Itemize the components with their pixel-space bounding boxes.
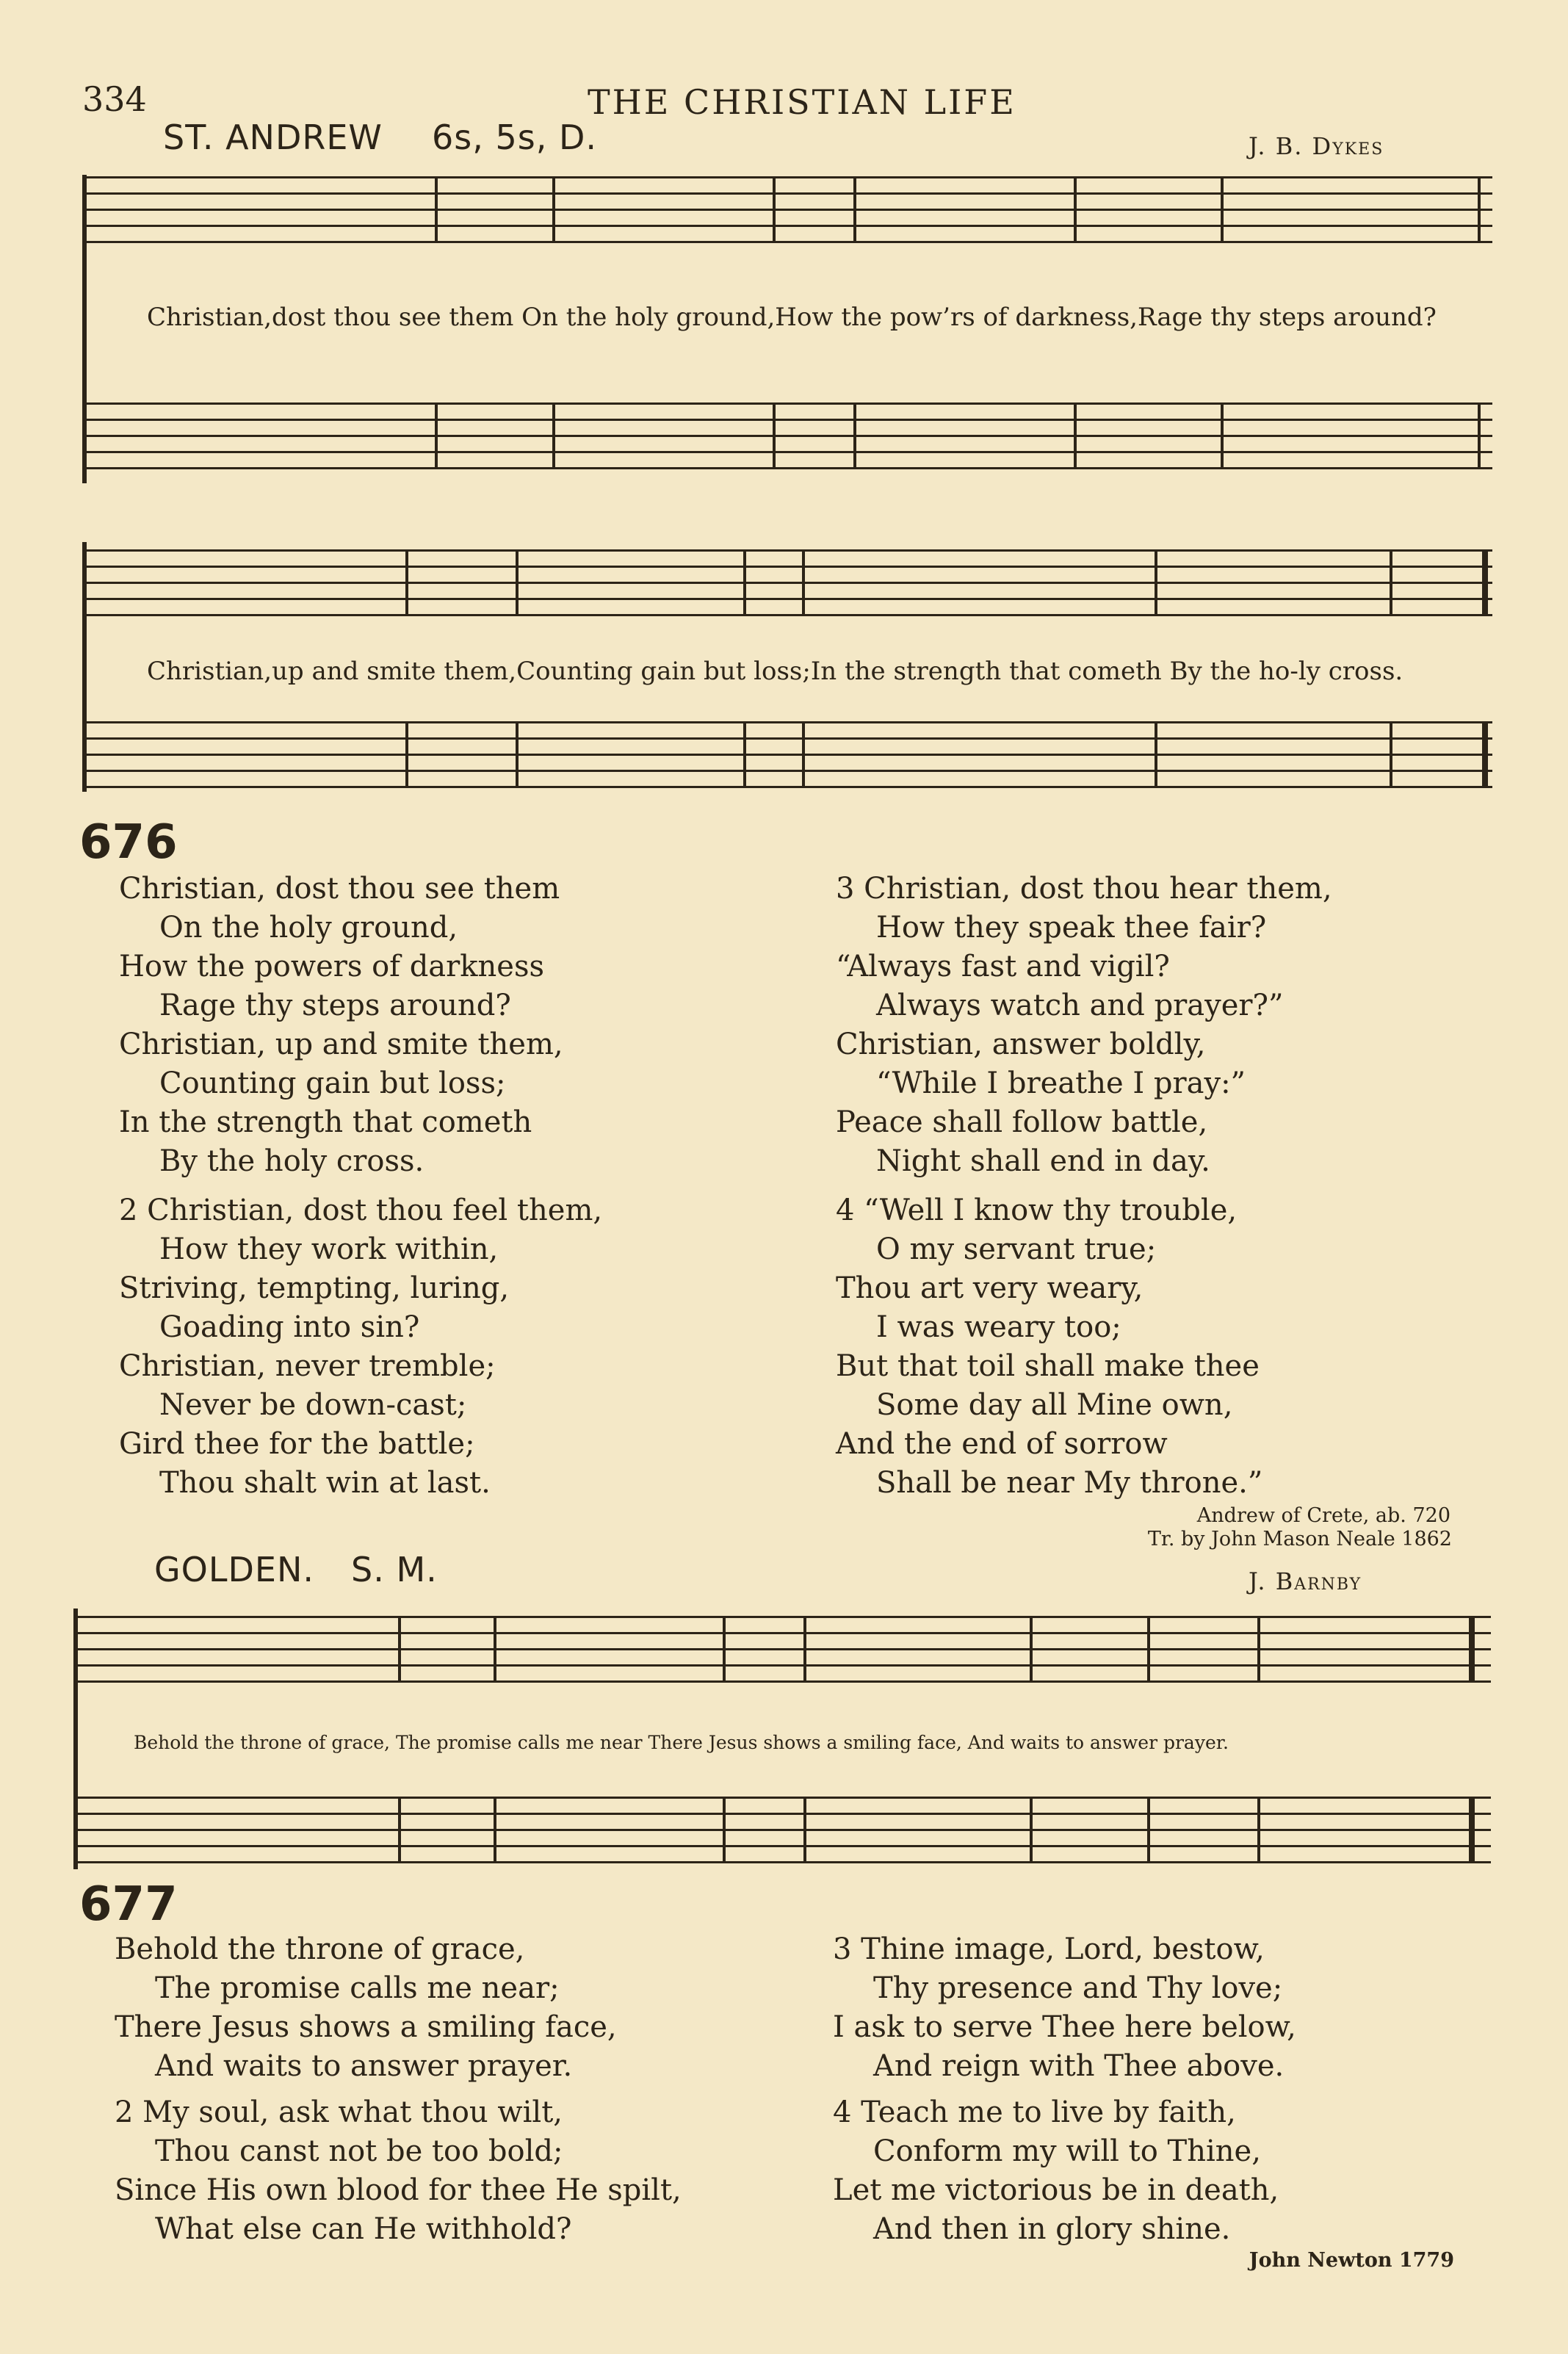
stanza-line: And then in glory shine. (873, 2212, 1231, 2246)
stanza-line: Goading into sin? (159, 1310, 420, 1344)
stanza-line: 4 “Well I know thy trouble, (836, 1194, 1238, 1227)
tune-meter: S. M. (351, 1550, 438, 1589)
stanza-line: I was weary too; (876, 1310, 1121, 1344)
stanza-line: And the end of sorrow (836, 1427, 1168, 1461)
stanza-3 (836, 870, 1332, 1181)
stanza-4 (833, 2093, 1279, 2249)
stanza-2 (119, 1191, 602, 1503)
stanza-line: Some day all Mine own, (876, 1388, 1233, 1422)
stanza-line: Thy presence and Thy love; (873, 1971, 1283, 2005)
stanza-line: Thou canst not be too bold; (155, 2134, 563, 2168)
composer: J. B. Dykes (1249, 132, 1384, 160)
bass-staff (73, 1797, 1491, 1867)
tune-name: GOLDEN. (154, 1550, 314, 1589)
stanza-line: 3 Christian, dost thou hear them, (836, 872, 1332, 906)
stanza-line: Always watch and prayer?” (876, 989, 1284, 1022)
stanza-line: Counting gain but loss; (159, 1066, 506, 1100)
stanza-line: O my servant true; (876, 1232, 1157, 1266)
stanza-line: Thou shalt win at last. (159, 1466, 491, 1500)
stanza-line: Shall be near My throne.” (876, 1466, 1263, 1500)
stanza-1 (115, 1930, 617, 2086)
stanza-line: How the powers of darkness (119, 950, 545, 983)
stanza-line: Since His own blood for thee He spilt, (115, 2173, 682, 2207)
stanza-2 (115, 2093, 682, 2249)
stanza-line: And reign with Thee above. (873, 2049, 1285, 2083)
stanza-3 (833, 1930, 1296, 2086)
treble-staff (82, 176, 1492, 247)
tune-name: ST. ANDREW (163, 118, 383, 157)
stanza-line: 2 My soul, ask what thou wilt, (115, 2095, 563, 2129)
stanza-1 (119, 870, 563, 1181)
stanza-line: Striving, tempting, luring, (119, 1271, 510, 1305)
stanza-line: Christian, answer boldly, (836, 1028, 1206, 1061)
stanza-4 (836, 1191, 1262, 1503)
treble-staff (82, 549, 1492, 620)
stanza-line: What else can He withhold? (155, 2212, 572, 2246)
translator-attribution: Tr. by John Mason Neale 1862 (1147, 1528, 1452, 1550)
bass-staff (82, 402, 1492, 473)
stanza-line: 4 Teach me to live by faith, (833, 2095, 1236, 2129)
stanza-line: There Jesus shows a smiling face, (115, 2010, 617, 2044)
stanza-line: Peace shall follow battle, (836, 1105, 1208, 1139)
stanza-line: The promise calls me near; (155, 1971, 560, 2005)
stanza-line: Christian, dost thou see them (119, 872, 560, 906)
stanza-line: Let me victorious be in death, (833, 2173, 1279, 2207)
stanza-line: On the holy ground, (159, 911, 458, 945)
stanza-line: By the holy cross. (159, 1144, 424, 1178)
stanza-line: I ask to serve Thee here below, (833, 2010, 1296, 2044)
stanza-line: Gird thee for the battle; (119, 1427, 475, 1461)
stanza-line: And waits to answer prayer. (155, 2049, 573, 2083)
hymn-number: 676 (79, 815, 178, 870)
hymn-number: 677 (79, 1877, 178, 1932)
author-attribution: John Newton 1779 (1249, 2249, 1454, 2272)
stanza-line: But that toil shall make thee (836, 1349, 1260, 1383)
stanza-line: Thou art very weary, (836, 1271, 1144, 1305)
composer: J. Barnby (1249, 1567, 1362, 1595)
music-underlay: Behold the throne of grace, The promise calls me near There Jesus shows a smiling face, And waits to answer prayer. (134, 1732, 1229, 1753)
stanza-line: Never be down-cast; (159, 1388, 467, 1422)
tune-meter: 6s, 5s, D. (432, 118, 597, 157)
stanza-line: “While I breathe I pray:” (876, 1066, 1246, 1100)
stanza-line: Night shall end in day. (876, 1144, 1210, 1178)
stanza-line: Rage thy steps around? (159, 989, 511, 1022)
stanza-line: Christian, never tremble; (119, 1349, 496, 1383)
bass-staff (82, 721, 1492, 792)
stanza-line: 2 Christian, dost thou feel them, (119, 1194, 603, 1227)
stanza-line: Conform my will to Thine, (873, 2134, 1261, 2168)
music-underlay: Christian,dost thou see them On the holy ground,How the pow’rs of darkness,Rage thy steps around? (147, 303, 1437, 332)
stanza-line: “Always fast and vigil? (836, 950, 1170, 983)
running-head: THE CHRISTIAN LIFE (588, 82, 1016, 122)
treble-staff (73, 1616, 1491, 1686)
stanza-line: Behold the throne of grace, (115, 1932, 525, 1966)
stanza-line: How they work within, (159, 1232, 499, 1266)
stanza-line: 3 Thine image, Lord, bestow, (833, 1932, 1265, 1966)
stanza-line: How they speak thee fair? (876, 911, 1267, 945)
stanza-line: Christian, up and smite them, (119, 1028, 563, 1061)
music-underlay: Christian,up and smite them,Counting gain but loss;In the strength that cometh By the ho-ly cross. (147, 657, 1403, 686)
author-attribution: Andrew of Crete, ab. 720 (1196, 1504, 1450, 1527)
stanza-line: In the strength that cometh (119, 1105, 532, 1139)
page-number: 334 (82, 79, 147, 119)
